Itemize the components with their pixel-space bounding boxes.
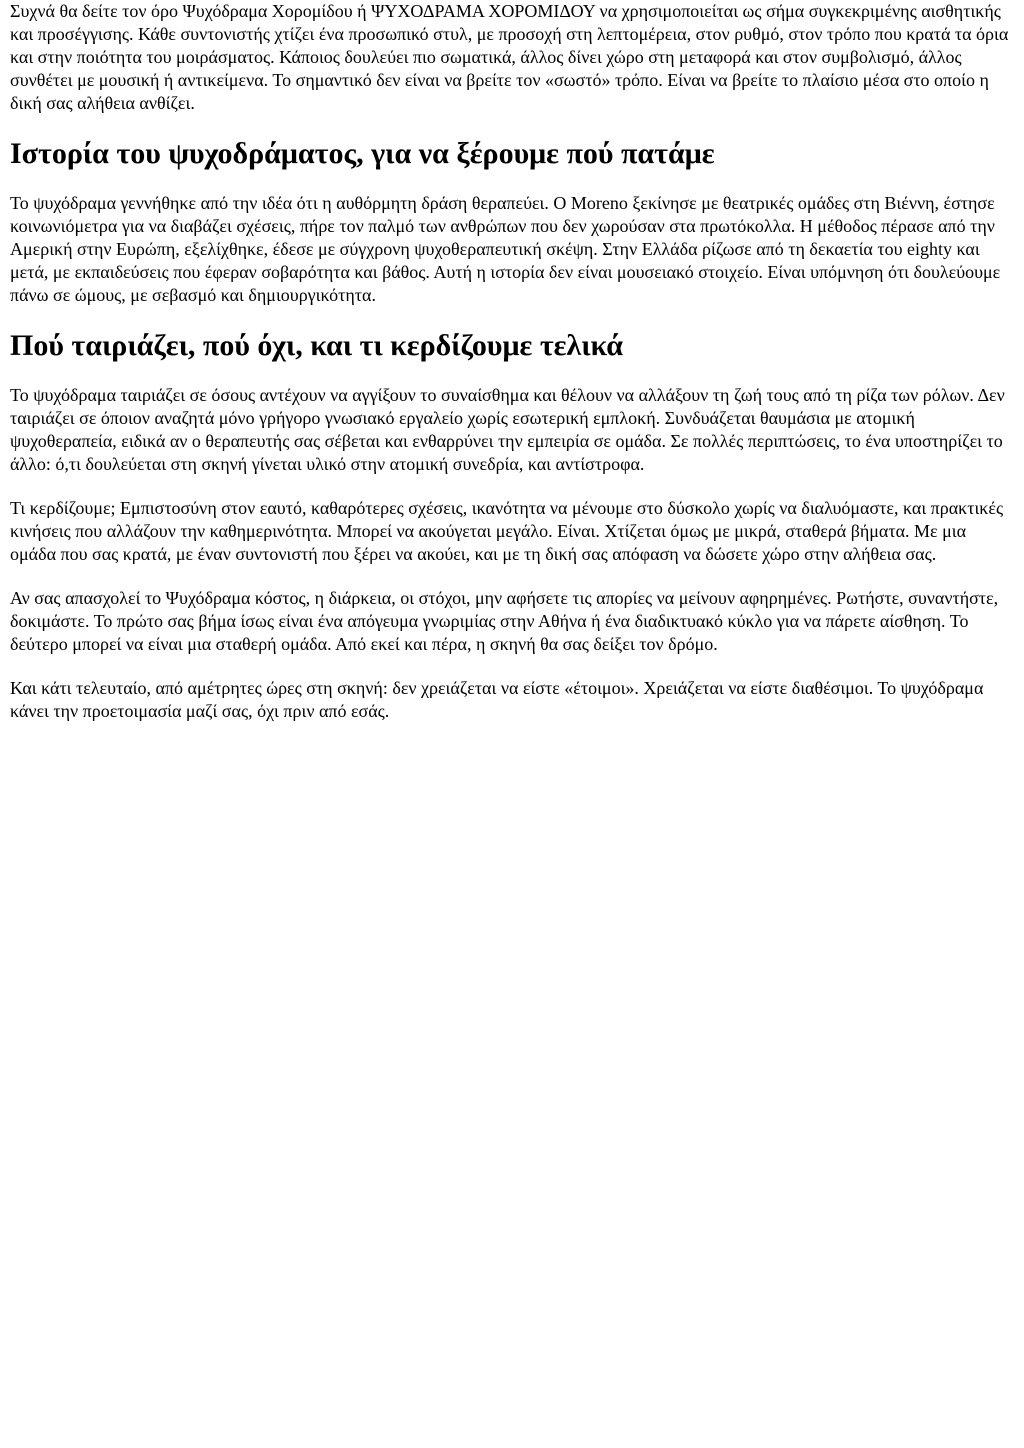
fit-heading: Πού ταιριάζει, πού όχι, και τι κερδίζουμε τελικά xyxy=(10,329,624,362)
history-heading: Ιστορία του ψυχοδράματος, για να ξέρουμε πού πατάμε xyxy=(10,137,715,170)
history-paragraph: Το ψυχόδραμα γεννήθηκε από την ιδέα ότι η αυθόρμητη δράση θεραπεύει. Ο Moreno ξεκίνησε με θεατρικές ομάδες στη Βιέννη, έστησε κοινωνιόμετρα για να διαβάζει σχέσεις, πήρε τον παλμό των ανθρώπων που δεν χωρούσαν στα πρωτόκολλα. Η μέθοδος πέρασε από την Αμερική στην Ευρώπη, εξελίχθηκε, έδεσε με σύγχρονη ψυχοθεραπευτική σκέψη. Στην Ελλάδα ρίζωσε από τη δεκαετία του eighty και μετά, με εκπαιδεύσεις που έφεραν σοβαρότητα και βάθος. Αυτή η ιστορία δεν είναι μουσειακό στοιχείο. Είναι υπόμνηση ότι δουλεύουμε πάνω σε ώμους, με σεβασμό και δημιουργικότητα. xyxy=(10,193,1001,305)
fit-paragraph-2: Τι κερδίζουμε; Εμπιστοσύνη στον εαυτό, καθαρότερες σχέσεις, ικανότητα να μένουμε στο δύσκολο χωρίς να διαλυόμαστε, και πρακτικές κινήσεις που αλλάζουν την καθημερινότητα. Μπορεί να ακούγεται μεγάλο. Είναι. Χτίζεται όμως με μικρά, σταθερά βήματα. Με μια ομάδα που σας κρατά, με έναν συντονιστή που ξέρει να ακούει, και με τη δική σας απόφαση να δώσετε χώρο στην αλήθεια σας. xyxy=(10,498,1004,564)
fit-paragraph-4: Και κάτι τελευταίο, από αμέτρητες ώρες στη σκηνή: δεν χρειάζεται να είστε «έτοιμοι». Χρειάζεται να είστε διαθέσιμοι. Το ψυχόδραμα κάνει την προετοιμασία μαζί σας, όχι πριν από εσάς. xyxy=(10,678,984,721)
fit-paragraph-3: Αν σας απασχολεί το Ψυχόδραμα κόστος, η διάρκεια, οι στόχοι, μην αφήσετε τις απορίες να μείνουν αφηρημένες. Ρωτήστε, συναντήστε, δοκιμάστε. Το πρώτο σας βήμα ίσως είναι ένα απόγευμα γνωριμίας στην Αθήνα ή ένα διαδικτυακό κύκλο για να πάρετε αίσθηση. Το δεύτερο μπορεί να είναι μια σταθερή ομάδα. Από εκεί και πέρα, η σκηνή θα σας δείξει τον δρόμο. xyxy=(10,588,999,654)
fit-paragraph-1: Το ψυχόδραμα ταιριάζει σε όσους αντέχουν να αγγίξουν το συναίσθημα και θέλουν να αλλάξουν τη ζωή τους από τη ρίζα των ρόλων. Δεν ταιριάζει σε όποιον αναζητά μόνο γρήγορο γνωσιακό εργαλείο χωρίς εσωτερική εμπλοκή. Συνδυάζεται θαυμάσια με ατομική ψυχοθεραπεία, ειδικά αν ο θεραπευτής σας σέβεται και ενθαρρύνει την εμπειρία σε ομάδα. Σε πολλές περιπτώσεις, το ένα υποστηρίζει το άλλο: ό,τι δουλεύεται στη σκηνή γίνεται υλικό στην ατομική συνεδρία, και αντίστροφα. xyxy=(10,385,1005,474)
article-body xyxy=(10,0,1014,723)
intro-paragraph: Συχνά θα δείτε τον όρο Ψυχόδραμα Χορομίδου ή ΨΥΧΟΔΡΑΜΑ ΧΟΡΟΜΙΔΟΥ να χρησιμοποιείται ως σήμα συγκεκριμένης αισθητικής και προσέγγισης. Κάθε συντονιστής χτίζει ένα προσωπικό στυλ, με προσοχή στη λεπτομέρεια, στον ρυθμό, στον τρόπο που κρατά τα όρια και στην ποιότητα του μοιράσματος. Κάποιος δουλεύει πιο σωματικά, άλλος δίνει χώρο στη μεταφορά και στον συμβολισμό, άλλος συνθέτει με μουσική ή αντικείμενα. Το σημαντικό δεν είναι να βρείτε τον «σωστό» τρόπο. Είναι να βρείτε το πλαίσιο μέσα στο οποίο η δική σας αλήθεια ανθίζει. xyxy=(10,1,1009,113)
